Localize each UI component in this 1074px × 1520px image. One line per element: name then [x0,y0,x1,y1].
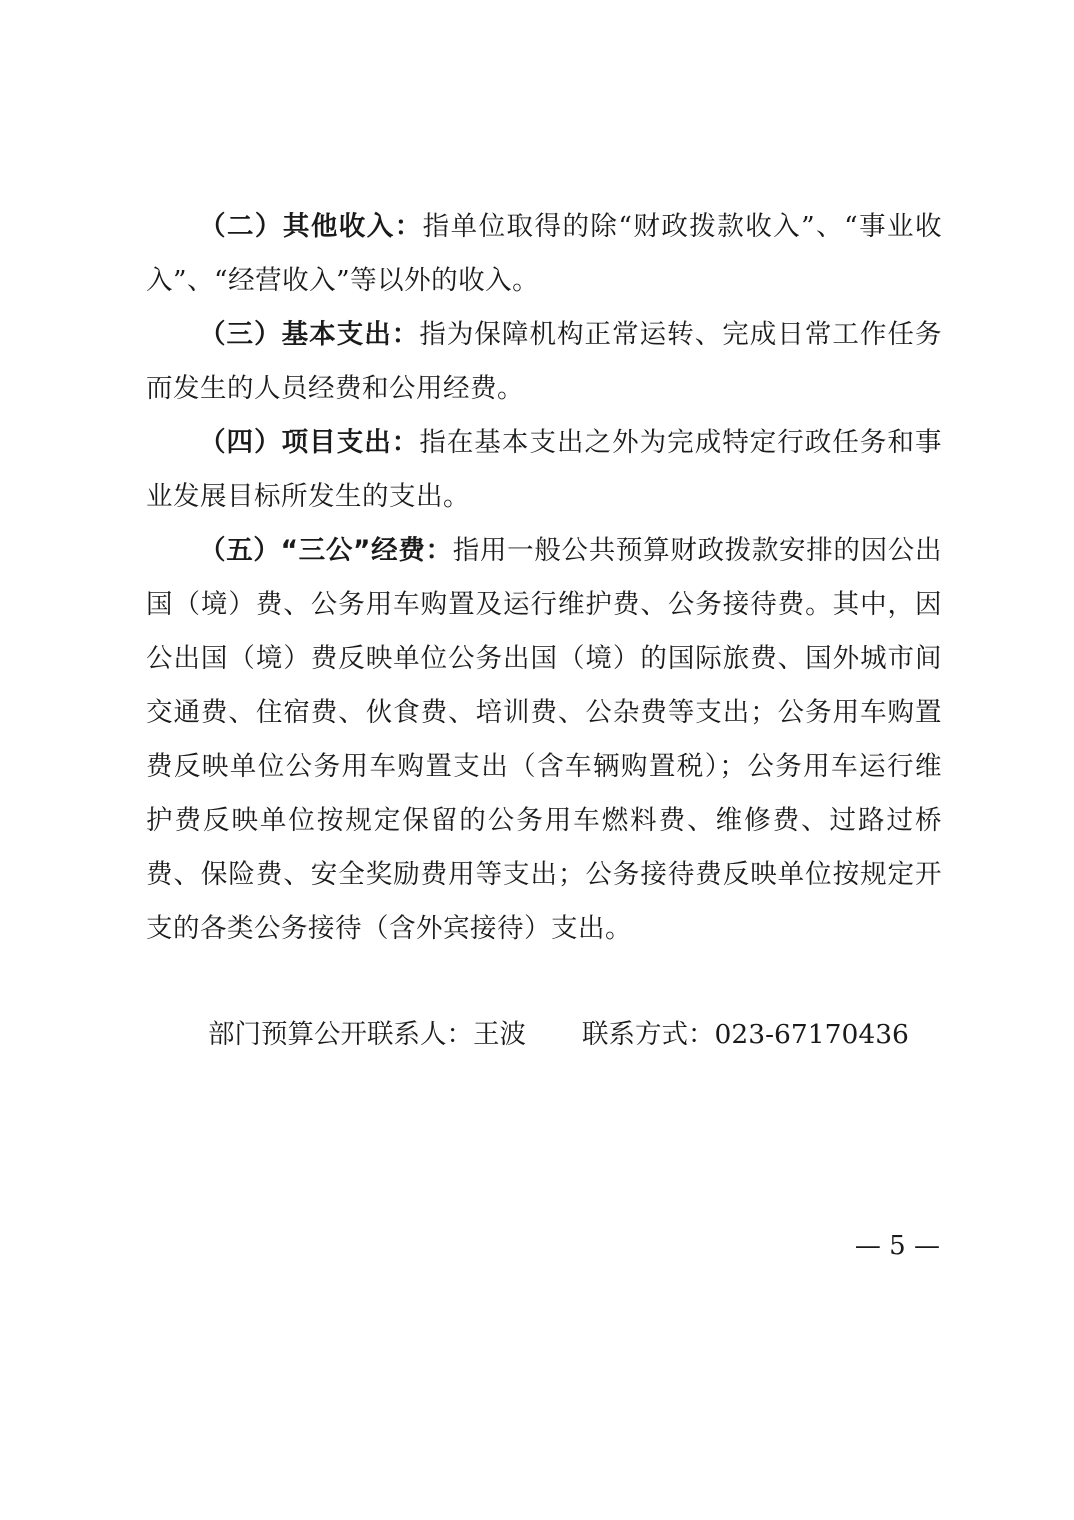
contact-phone: 联系方式：023-67170436 [582,1019,909,1050]
paragraph-project-expenditure [146,416,942,524]
definition-basic-expenditure: 指为保障机构正常运转、完成日常工作任务而发生的人员经费和公用经费。 [146,319,943,404]
paragraph-three-public-expenses [146,524,942,956]
definition-other-income: 指单位取得的除“财政拨款收入”、“事业收入”、“经营收入”等以外的收入。 [146,211,943,296]
term-project-expenditure: （四）项目支出： [199,427,420,458]
document-body [146,200,942,956]
term-basic-expenditure: （三）基本支出： [199,319,420,350]
contact-person: 部门预算公开联系人：王波 [208,1019,526,1050]
paragraph-basic-expenditure [146,308,942,416]
contact-line [208,1008,909,1062]
paragraph-other-income [146,200,942,308]
term-three-public-expenses: （五）“三公”经费： [199,535,453,566]
definition-three-public-expenses: 指用一般公共预算财政拨款安排的因公出国（境）费、公务用车购置及运行维护费、公务接待费。其中，因公出国（境）费反映单位公务出国（境）的国际旅费、国外城市间交通费、住宿费、伙食费、培训费、公杂费等支出；公务用车购置费反映单位公务用车购置支出（含车辆购置税）；公务用车运行维护费反映单位按规定保留的公务用车燃料费、维修费、过路过桥费、保险费、安全奖励费用等支出；公务接待费反映单位按规定开支的各类公务接待（含外宾接待）支出。 [146,535,942,944]
page-number: — 5 — [854,1231,940,1261]
definition-project-expenditure: 指在基本支出之外为完成特定行政任务和事业发展目标所发生的支出。 [146,427,943,512]
term-other-income: （二）其他收入： [199,211,423,242]
